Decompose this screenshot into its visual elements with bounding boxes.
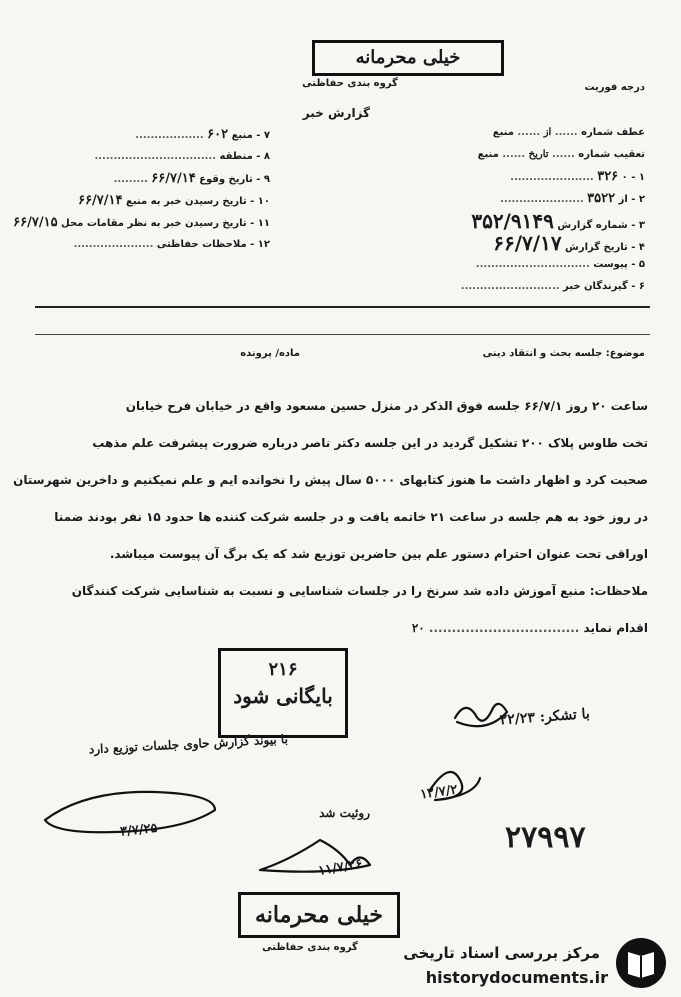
watermark-title: مرکز بررسی اسناد تاریخی (403, 944, 600, 962)
watermark-logo (616, 938, 666, 988)
note-left-date: ۳/۷/۲۵ (119, 820, 159, 840)
field-row: ۱ - ۰ ۳۲۶ ...................... (510, 169, 645, 184)
book-icon (616, 938, 666, 988)
top-classification-stamp: خیلی محرمانه (312, 40, 504, 76)
file-number: ۲۷۹۹۷ (505, 820, 586, 855)
body-line: تخت طاوس پلاک ۲۰۰ تشکیل گردید در این جلسه دکتر ناصر درباره ضرورت پیشرفت علم مذهب (92, 436, 648, 450)
signature-left (45, 792, 215, 832)
field-row: ۱۰ - تاریخ رسیدن خبر به منبع ۶۶/۷/۱۴ (78, 193, 270, 208)
urgency-label: درجه فوریت (584, 82, 645, 93)
field-row: ۴ - تاریخ گزارش ۶۶/۷/۱۷ (493, 231, 645, 255)
field-row: ۶ - گیرندگان خبر .......................... (460, 281, 645, 292)
report-title: گزارش خبر (302, 106, 370, 120)
body-line: صحبت کرد و اظهار داشت ما هنوز کتابهای ۵۰۰۰ سال پیش را نخوانده ایم و علم نمیکنیم و داخرین شهرستان (13, 473, 648, 487)
subject-line: موضوع: جلسه بحث و انتقاد دینی (482, 348, 645, 359)
body-line: اقدام نماید ................................. ۲۰ (411, 621, 648, 635)
field-row: عطف شماره ...... از ...... منبع (492, 127, 645, 138)
subject-ref: ماده/ پرونده (240, 348, 300, 359)
watermark-url: historydocuments.ir (425, 968, 608, 987)
bottom-stamp-subtitle: گروه بندی حفاظتی (262, 942, 358, 953)
body-line: اوراقی تحت عنوان احترام دستور علم بین حاضرین توزیع شد که یک برگ آن پیوست میباشد. (109, 547, 648, 561)
field-row: ۱۱ - تاریخ رسیدن خبر به نظر مقامات محل ۶۶/۷/۱۵ (13, 215, 270, 230)
field-row: ۲ - از ۳۵۲۲ ...................... (500, 191, 645, 206)
field-row: ۳ - شماره گزارش ۳۵۲/۹۱۴۹ (471, 209, 645, 233)
field-row: ۵ - پیوست .............................. (475, 259, 645, 270)
field-row: ۱۲ - ملاحظات حفاظتی ..................... (73, 239, 270, 250)
signature-middle (260, 840, 370, 872)
note-center-seen: روئیت شد (319, 806, 370, 820)
note-center-date: ۱۲/۷/۲ (419, 782, 459, 803)
body-line: ساعت ۲۰ روز ۶۶/۷/۱ جلسه فوق الذکر در منزل حسین مسعود واقع در خیابان فرح خیابان (125, 399, 648, 413)
archive-stamp: ۲۱۶ بایگانی شود (218, 648, 348, 738)
body-line: در روز خود به هم جلسه در ساعت ۲۱ خاتمه یافت و در جلسه شرکت کننده ها حدود ۱۵ نفر بودند ضمنا (54, 510, 648, 524)
top-stamp-subtitle: گروه بندی حفاظتی (302, 78, 398, 89)
field-row: تعقیب شماره ...... تاریخ ...... منبع (477, 149, 645, 160)
field-row: ۷ - منبع ۶۰۲ .................. (135, 127, 270, 142)
bottom-classification-stamp: خیلی محرمانه (238, 892, 400, 938)
note-left: با بیوند گزارش حاوی جلسات توزیع دارد (88, 731, 289, 757)
signature-center (430, 772, 480, 800)
signature-right (455, 704, 507, 726)
note-center-date-2: ۱۱/۷/۲۶ (317, 856, 364, 879)
note-right: با تشکر: ۲۲/۲۳ (499, 706, 591, 729)
field-row: ۹ - تاریخ وقوع ۶۶/۷/۱۴ ......... (113, 171, 270, 186)
body-line: ملاحظات: منبع آموزش داده شد سرنخ را در جلسات شناسایی و نسبت به شناسایی شرکت کنندگان (71, 584, 648, 598)
field-row: ۸ - منطقه ................................ (94, 151, 270, 162)
